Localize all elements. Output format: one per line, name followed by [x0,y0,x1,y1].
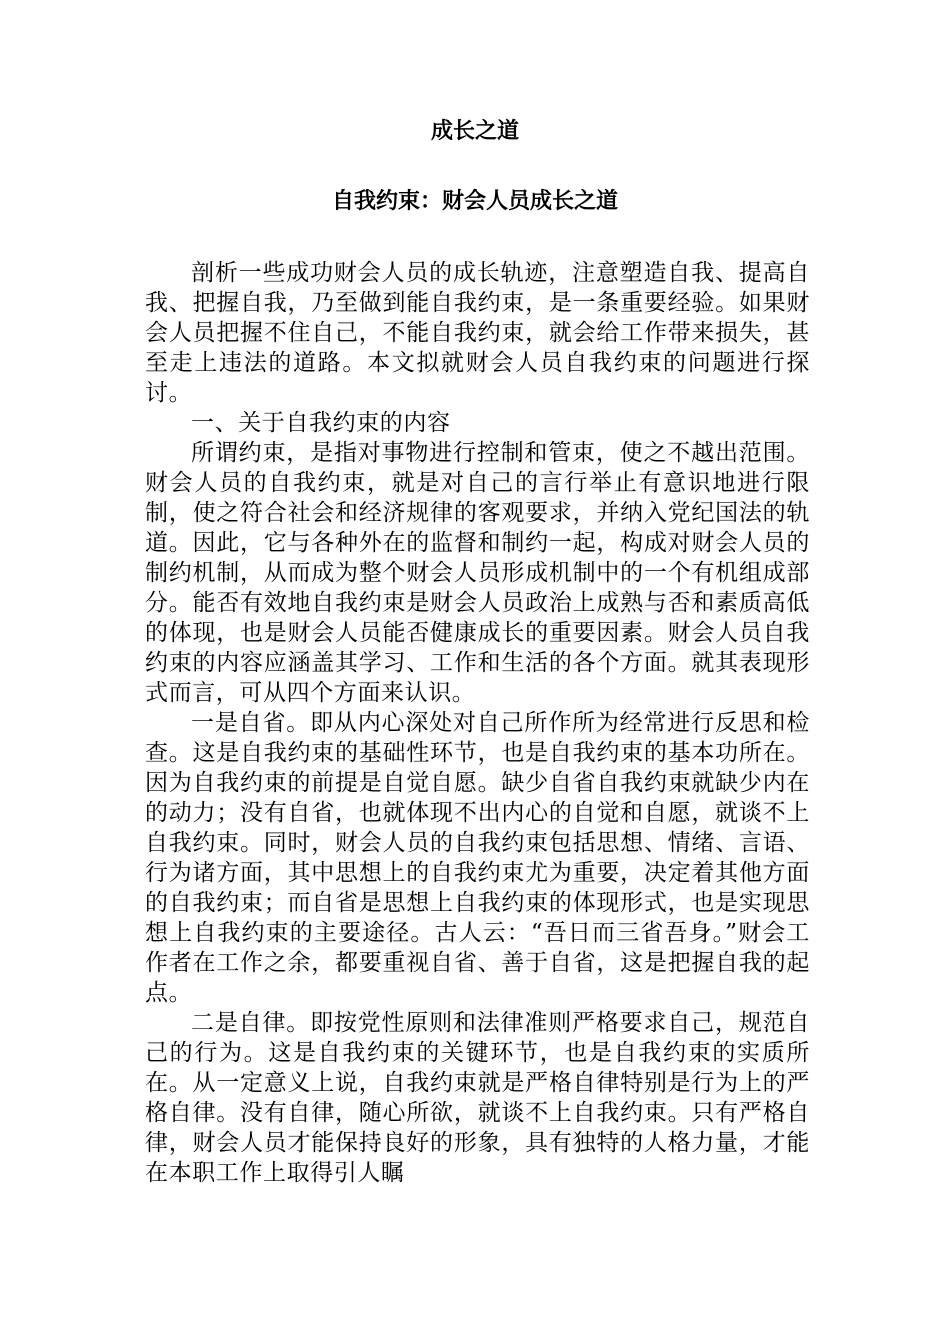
document-body [145,258,810,1188]
paragraph-definition: 所谓约束，是指对事物进行控制和管束，使之不越出范围。财会人员的自我约束，就是对自己的言行举止有意识地进行限制，使之符合社会和经济规律的客观要求，并纳入党纪国法的轨道。因此，它与各种外在的监督和制约一起，构成对财会人员的制约机制，从而成为整个财会人员形成机制中的一个有机组成部分。能否有效地自我约束是财会人员政治上成熟与否和素质高低的体现，也是财会人员能否健康成长的重要因素。财会人员自我约束的内容应涵盖其学习、工作和生活的各个方面。就其表现形式而言，可从四个方面来认识。 [145,440,810,706]
paragraph-self-discipline: 二是自律。即按党性原则和法律准则严格要求自己，规范自己的行为。这是自我约束的关键环节，也是自我约束的实质所在。从一定意义上说，自我约束就是严格自律特别是行为上的严格自律。没有自律，随心所欲，就谈不上自我约束。只有严格自律，财会人员才能保持良好的形象，具有独特的人格力量，才能在本职工作上取得引人瞩 [145,1010,810,1186]
paragraph-self-reflection: 一是自省。即从内心深处对自己所作所为经常进行反思和检查。这是自我约束的基础性环节，也是自我约束的基本功所在。因为自我约束的前提是自觉自愿。缺少自省自我约束就缺少内在的动力；没有自省，也就体现不出内心的自觉和自愿，就谈不上自我约束。同时，财会人员的自我约束包括思想、情绪、言语、行为诸方面，其中思想上的自我约束尤为重要，决定着其他方面的自我约束；而自省是思想上自我约束的体现形式，也是实现思想上自我约束的主要途径。古人云：“吾日而三省吾身。”财会工作者在工作之余，都要重视自省、善于自省，这是把握自我的起点。 [145,710,810,1006]
document-subtitle: 自我约束：财会人员成长之道 [331,189,618,214]
section-heading-content: 一、关于自我约束的内容 [191,410,451,436]
document-title: 成长之道 [430,119,519,144]
paragraph-introduction: 剖析一些成功财会人员的成长轨迹，注意塑造自我、提高自我、把握自我，乃至做到能自我约束，是一条重要经验。如果财会人员把握不住自己，不能自我约束，就会给工作带来损失，甚至走上违法的道路。本文拟就财会人员自我约束的问题进行探讨。 [145,260,810,406]
